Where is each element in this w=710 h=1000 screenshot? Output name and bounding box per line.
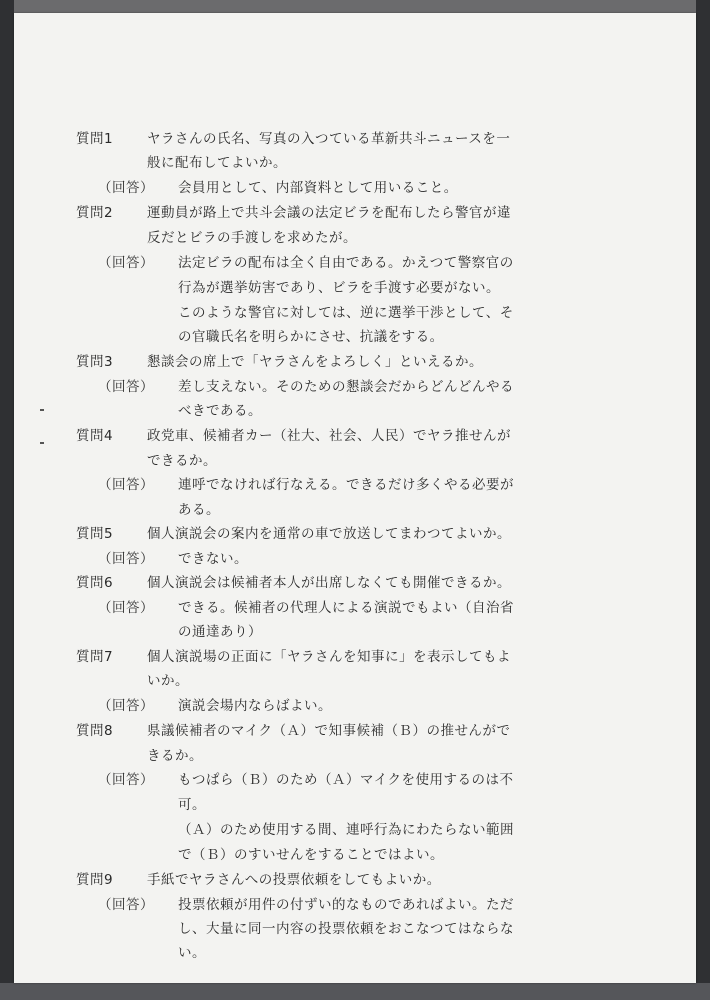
document-page [14, 13, 696, 983]
question-text-line: 政党車、候補者カー（社大、社会、人民）でヤラ推せんが [147, 428, 511, 444]
question-text-line: いか。 [147, 673, 189, 689]
answer-text-line: できない。 [178, 551, 248, 567]
answer-text-line: ある。 [178, 502, 220, 518]
answer-text-line: 連呼でなければ行なえる。できるだけ多くやる必要が [178, 477, 514, 493]
answer-text-line: 投票依頼が用件の付ずい的なものであればよい。ただ [178, 897, 514, 913]
answer-label: （回答） [98, 897, 154, 913]
question-label: 質問4 [76, 428, 114, 444]
question-label: 質問9 [76, 872, 114, 888]
answer-text-line: できる。候補者の代理人による演説でもよい（自治省 [178, 600, 514, 616]
margin-mark [40, 442, 44, 444]
answer-text-line: もつぱら（Ｂ）のため（Ａ）マイクを使用するのは不 [178, 772, 514, 788]
answer-label: （回答） [98, 772, 154, 788]
question-label: 質問1 [76, 131, 114, 147]
question-label: 質問2 [76, 205, 114, 221]
answer-text-line: い。 [178, 945, 206, 961]
question-text-line: 懇談会の席上で「ヤラさんをよろしく」といえるか。 [147, 354, 483, 370]
answer-text-line: し、大量に同一内容の投票依頼をおこなつてはならな [178, 921, 514, 937]
question-text-line: 個人演説会は候補者本人が出席しなくても開催できるか。 [147, 575, 511, 591]
question-text-line: できるか。 [147, 453, 217, 469]
question-label: 質問7 [76, 649, 114, 665]
answer-text-line: で（Ｂ）のすいせんをすることではよい。 [178, 847, 444, 863]
answer-text-line: 法定ビラの配布は全く自由である。かえつて警察官の [178, 255, 514, 271]
question-text-line: 般に配布してよいか。 [147, 155, 287, 171]
question-text-line: きるか。 [147, 748, 203, 764]
margin-mark [40, 409, 44, 411]
answer-label: （回答） [98, 379, 154, 395]
question-label: 質問3 [76, 354, 114, 370]
answer-text-line: （Ａ）のため使用する間、連呼行為にわたらない範囲 [178, 822, 514, 838]
answer-label: （回答） [98, 551, 154, 567]
answer-text-line: の通達あり） [178, 624, 262, 640]
question-label: 質問5 [76, 526, 114, 542]
answer-text-line: べきである。 [178, 403, 262, 419]
photo-background-bottom [0, 983, 710, 1000]
answer-text-line: 行為が選挙妨害であり、ビラを手渡す必要がない。 [178, 280, 500, 296]
question-text-line: ヤラさんの氏名、写真の入つている革新共斗ニュースを一 [147, 131, 511, 147]
question-text-line: 運動員が路上で共斗会議の法定ビラを配布したら警官が違 [147, 205, 511, 221]
answer-text-line: 会員用として、内部資料として用いること。 [178, 180, 458, 196]
question-text-line: 反だとビラの手渡しを求めたが。 [147, 230, 357, 246]
answer-text-line: このような警官に対しては、逆に選挙干渉として、そ [178, 305, 514, 321]
question-text-line: 個人演説場の正面に「ヤラさんを知事に」を表示してもよ [147, 649, 511, 665]
photo-background-top [0, 0, 710, 13]
answer-label: （回答） [98, 600, 154, 616]
photo-background-right [696, 0, 710, 1000]
answer-label: （回答） [98, 477, 154, 493]
question-label: 質問6 [76, 575, 114, 591]
question-text-line: 県議候補者のマイク（Ａ）で知事候補（Ｂ）の推せんがで [147, 723, 511, 739]
photo-background-left [0, 0, 14, 1000]
answer-text-line: 可。 [178, 797, 206, 813]
question-text-line: 個人演説会の案内を通常の車で放送してまわつてよいか。 [147, 526, 511, 542]
answer-label: （回答） [98, 180, 154, 196]
question-label: 質問8 [76, 723, 114, 739]
answer-label: （回答） [98, 255, 154, 271]
answer-text-line: 差し支えない。そのための懇談会だからどんどんやる [178, 379, 514, 395]
question-text-line: 手紙でヤラさんへの投票依頼をしてもよいか。 [147, 872, 441, 888]
answer-label: （回答） [98, 698, 154, 714]
answer-text-line: 演説会場内ならばよい。 [178, 698, 332, 714]
answer-text-line: の官職氏名を明らかにさせ、抗議をする。 [178, 329, 444, 345]
